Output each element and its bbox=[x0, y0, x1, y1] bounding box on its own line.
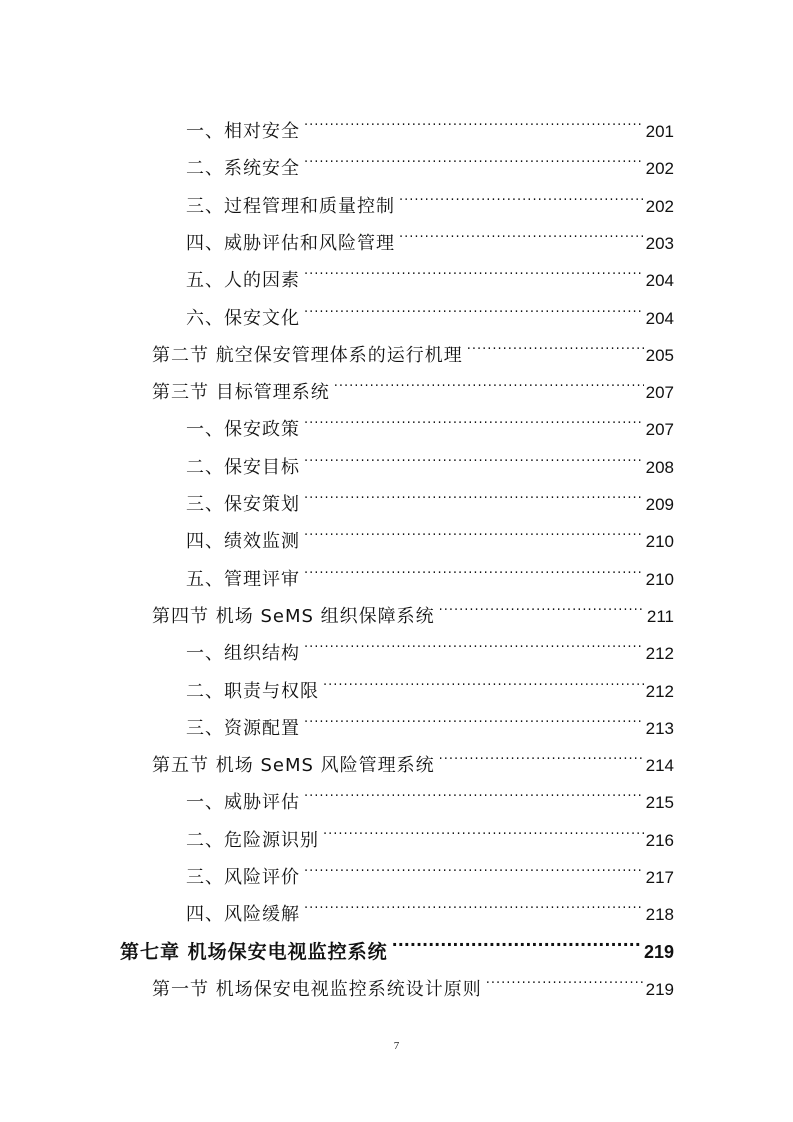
toc-dot-leader bbox=[304, 771, 644, 808]
toc-entry-title: 第二节 航空保安管理体系的运行机理 bbox=[152, 345, 463, 366]
toc-dot-leader bbox=[304, 249, 644, 286]
toc-entry-title: 五、管理评审 bbox=[186, 569, 300, 590]
toc-entry-title: 五、人的因素 bbox=[186, 270, 300, 291]
toc-entry-title: 二、系统安全 bbox=[186, 158, 300, 179]
toc-entry[interactable] bbox=[186, 436, 674, 478]
toc-dot-leader bbox=[486, 958, 644, 995]
toc-entry[interactable] bbox=[186, 846, 674, 888]
toc-entry[interactable] bbox=[186, 809, 674, 851]
toc-chapter-entry[interactable] bbox=[120, 921, 674, 963]
toc-entry-page: 212 bbox=[645, 682, 674, 701]
toc-dot-leader bbox=[323, 660, 644, 697]
toc-dot-leader bbox=[304, 697, 644, 734]
toc-entry-title: 第三节 目标管理系统 bbox=[152, 382, 330, 403]
toc-dot-leader bbox=[304, 137, 644, 174]
toc-dot-leader bbox=[439, 734, 644, 771]
toc-entry-title: 第七章 机场保安电视监控系统 bbox=[120, 941, 388, 963]
toc-entry-title: 一、威胁评估 bbox=[186, 792, 300, 813]
toc-entry-title: 一、相对安全 bbox=[186, 121, 300, 142]
toc-entry[interactable] bbox=[186, 548, 674, 590]
toc-entry-page: 202 bbox=[645, 197, 674, 216]
toc-entry-title: 四、风险缓解 bbox=[186, 904, 300, 925]
toc-entry-page: 207 bbox=[645, 420, 674, 439]
toc-entry-title: 二、职责与权限 bbox=[186, 681, 319, 702]
toc-entry-title: 第一节 机场保安电视监控系统设计原则 bbox=[152, 979, 482, 1000]
toc-dot-leader bbox=[304, 548, 644, 585]
toc-entry-page: 203 bbox=[645, 234, 674, 253]
toc-entry-title: 一、组织结构 bbox=[186, 643, 300, 664]
toc-dot-leader bbox=[304, 473, 644, 510]
toc-entry-page: 210 bbox=[645, 570, 674, 589]
toc-entry[interactable] bbox=[186, 697, 674, 739]
toc-dot-leader bbox=[304, 100, 644, 137]
toc-entry-page: 201 bbox=[645, 122, 674, 141]
toc-entry-page: 204 bbox=[645, 271, 674, 290]
toc-entry[interactable] bbox=[152, 324, 674, 366]
toc-entry-page: 210 bbox=[645, 532, 674, 551]
toc-dot-leader bbox=[304, 287, 644, 324]
toc-entry-page: 207 bbox=[645, 383, 674, 402]
toc-dot-leader bbox=[304, 846, 644, 883]
toc-dot-leader bbox=[304, 510, 644, 547]
toc-dot-leader bbox=[304, 436, 644, 473]
toc-entry-page: 214 bbox=[645, 756, 674, 775]
toc-entry-page: 202 bbox=[645, 159, 674, 178]
toc-entry[interactable] bbox=[152, 585, 674, 627]
toc-entry[interactable] bbox=[186, 660, 674, 702]
toc-entry[interactable] bbox=[186, 622, 674, 664]
toc-dot-leader bbox=[304, 622, 644, 659]
toc-entry-page: 216 bbox=[645, 831, 674, 850]
toc-entry[interactable] bbox=[186, 883, 674, 925]
toc-entry[interactable] bbox=[186, 287, 674, 329]
toc-entry[interactable] bbox=[152, 958, 674, 1000]
toc-entry[interactable] bbox=[186, 473, 674, 515]
toc-entry-page: 218 bbox=[645, 905, 674, 924]
toc-entry-page: 205 bbox=[645, 346, 674, 365]
toc-entry-page: 209 bbox=[645, 495, 674, 514]
toc-entry[interactable] bbox=[152, 361, 674, 403]
toc-entry-title: 一、保安政策 bbox=[186, 419, 300, 440]
toc-entry-title: 六、保安文化 bbox=[186, 308, 300, 329]
toc-entry-title: 四、威胁评估和风险管理 bbox=[186, 233, 395, 254]
toc-entry[interactable] bbox=[186, 398, 674, 440]
toc-entry-page: 219 bbox=[643, 942, 674, 962]
toc-entry-page: 204 bbox=[645, 309, 674, 328]
toc-entry-page: 208 bbox=[645, 458, 674, 477]
toc-entry-title: 三、资源配置 bbox=[186, 718, 300, 739]
toc-entry[interactable] bbox=[186, 771, 674, 813]
toc-dot-leader bbox=[399, 175, 644, 212]
toc-dot-leader bbox=[323, 809, 644, 846]
toc-dot-leader bbox=[304, 398, 644, 435]
toc-entry-title: 三、风险评价 bbox=[186, 867, 300, 888]
toc-entry[interactable] bbox=[152, 734, 674, 776]
toc-entry-title: 四、绩效监测 bbox=[186, 531, 300, 552]
toc-entry[interactable] bbox=[186, 137, 674, 179]
toc-dot-leader bbox=[334, 361, 644, 398]
toc-entry[interactable] bbox=[186, 249, 674, 291]
toc-entry-title: 二、危险源识别 bbox=[186, 830, 319, 851]
toc-entry-page: 219 bbox=[645, 980, 674, 999]
toc-entry-title: 三、过程管理和质量控制 bbox=[186, 196, 395, 217]
toc-entry[interactable] bbox=[186, 100, 674, 142]
toc-entry-title: 第四节 机场 SeMS 组织保障系统 bbox=[152, 606, 435, 627]
page-number: 7 bbox=[393, 1040, 400, 1052]
toc-entry-page: 213 bbox=[645, 719, 674, 738]
toc-dot-leader bbox=[399, 212, 644, 249]
toc-entry[interactable] bbox=[186, 212, 674, 254]
toc-entry-page: 212 bbox=[645, 644, 674, 663]
toc-entry-page: 217 bbox=[645, 868, 674, 887]
toc-entry-title: 二、保安目标 bbox=[186, 457, 300, 478]
toc-entry-page: 211 bbox=[646, 607, 674, 626]
toc-dot-leader bbox=[304, 883, 644, 920]
toc-entry[interactable] bbox=[186, 175, 674, 217]
toc-dot-leader bbox=[439, 585, 645, 622]
toc-dot-leader bbox=[392, 921, 642, 958]
toc-entry-page: 215 bbox=[645, 793, 674, 812]
toc-entry[interactable] bbox=[186, 510, 674, 552]
toc-entry-title: 第五节 机场 SeMS 风险管理系统 bbox=[152, 755, 435, 776]
toc-dot-leader bbox=[467, 324, 644, 361]
toc-entry-title: 三、保安策划 bbox=[186, 494, 300, 515]
